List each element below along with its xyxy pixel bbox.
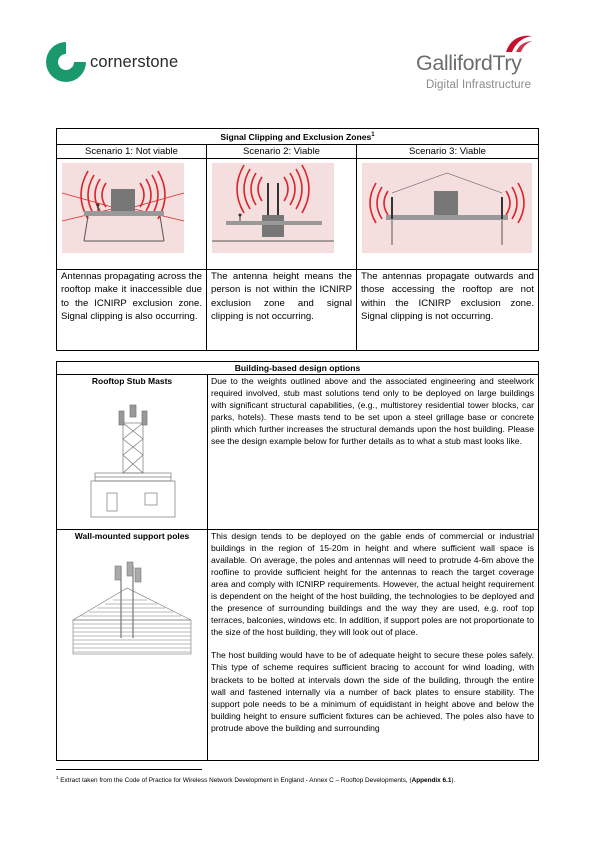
- scenario-1-heading: Scenario 1: Not viable: [57, 144, 207, 158]
- design-options-table: [56, 361, 539, 761]
- rooftop-stub-masts-description: Due to the weights outlined above and the associated engineering and steelwork required involved, stub mast solutions tend only to be deployed on large buildings with significant structural capabilities, (e.g., multistorey residential tower blocks, car parks, hotels). These masts tend to be set upon a steel grillage base or concrete plinth which further increases the structural demands upon the host building. Please see the design example below for further details as to what a stub mast looks like.: [208, 375, 539, 530]
- stub-mast-drawing-icon: [85, 401, 181, 519]
- wall-mounted-poles-label: Wall-mounted support poles: [74, 531, 190, 541]
- footnote: $^1$ Extract taken from the Code of Practice for Wireless Network Development in England - Annex C – Rooftop Developments, (Appendix 6.1).: [56, 775, 456, 785]
- signal-table-title: Signal Clipping and Exclusion Zones$^1$: [57, 129, 539, 145]
- scenario-2-text: The antenna height means the person is not within the ICNIRP exclusion zone and signal clipping is not occurring.: [207, 269, 357, 350]
- wall-mounted-poles-cell: [57, 530, 208, 761]
- signal-clipping-table: [56, 128, 539, 351]
- footnote-separator: [56, 769, 202, 770]
- galliford-wordmark: GallifordTry: [416, 51, 522, 75]
- scenario-3-signal-icon: [362, 163, 532, 261]
- scenario-3-heading: Scenario 3: Viable: [357, 144, 539, 158]
- digital-infrastructure-tagline: Digital Infrastructure: [426, 79, 532, 91]
- scenario-2-diagram: [207, 158, 357, 269]
- rooftop-stub-masts-cell: [57, 375, 208, 530]
- scenario-1-signal-icon: [62, 163, 184, 261]
- scenario-1-text: Antennas propagating across the rooftop make it inaccessible due to the ICNIRP exclusion zone. Signal clipping is also occurring.: [57, 269, 207, 350]
- rooftop-stub-masts-label: Rooftop Stub Masts: [91, 376, 173, 386]
- galliford-try-logo: [410, 30, 545, 96]
- scenario-3-text: The antennas propagate outwards and those accessing the rooftop are not within the ICNIRP exclusion zone. Signal clipping is not occurring.: [357, 269, 539, 350]
- cornerstone-mark-icon: [44, 40, 88, 84]
- design-table-title: Building-based design options: [57, 362, 539, 375]
- cornerstone-logo: [44, 40, 194, 84]
- scenario-1-diagram: [57, 158, 207, 269]
- scenario-2-heading: Scenario 2: Viable: [207, 144, 357, 158]
- wall-mounted-poles-description: This design tends to be deployed on the gable ends of commercial or industrial buildings in the region of 15-20m in height and where sufficient wall space is available. On average, the poles and antennas will need to protrude 4-6m above the roofline to provide sufficient height for the antennas to reach the target coverage area and comply with ICNIRP requirements. However, the actual height requirement is dependent on the height of the host building, the technologies to be deployed and the presence of surrounding buildings and the way they are used, e.g. roof top terraces, balconies, windows etc. In addition, if support poles are not proportionate to the size of the host building, they will look out of place. The host building would have to be of adequate height to secure these poles safely. This type of scheme requires sufficient bracing to account for wind loading, with brackets to be bolted at intervals down the side of the building, through the entire wall and fastened internally via a number of back plates to ensure stability. The support pole needs to be a minimum of equidistant in height above and below the building height to ensure sufficient fixtures can be achieved. The poles also have to protrude above the building and surrounding: [208, 530, 539, 761]
- scenario-3-diagram: [357, 158, 539, 269]
- wall-pole-drawing-icon: [71, 558, 195, 668]
- scenario-2-signal-icon: [212, 163, 334, 261]
- cornerstone-wordmark: cornerstone: [90, 53, 179, 71]
